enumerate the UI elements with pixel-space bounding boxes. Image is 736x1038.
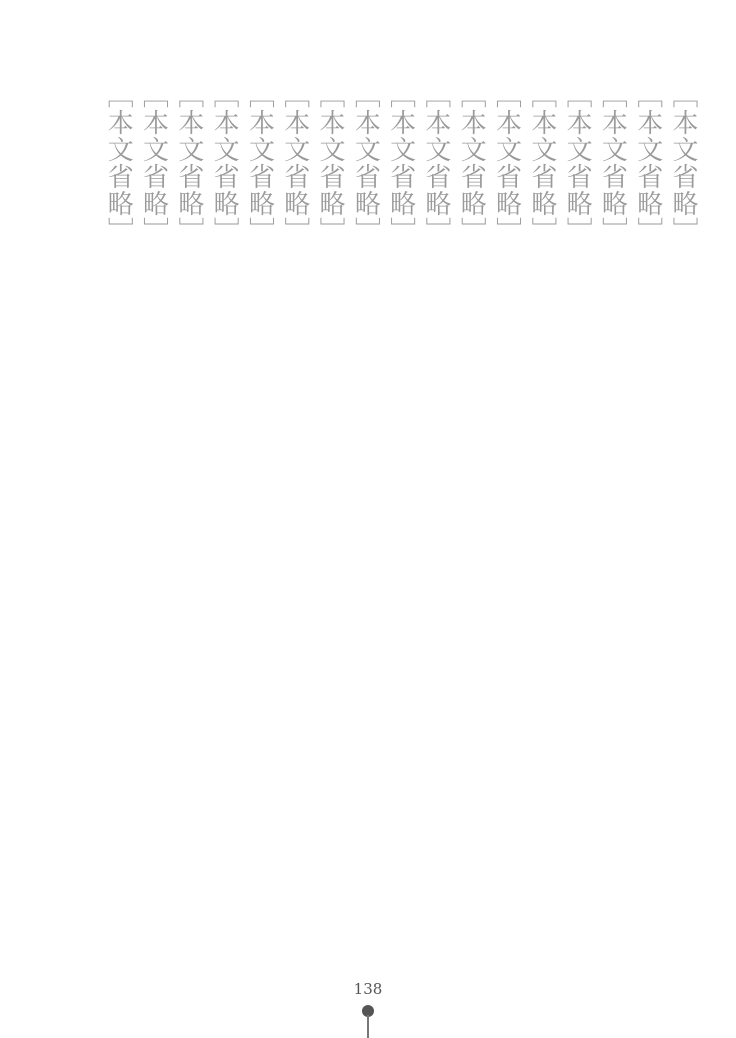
text-column: ［本文省略］ [279,82,310,244]
page-marker-line [367,1015,369,1038]
text-column: ［本文省略］ [315,82,346,244]
text-column: ［本文省略］ [173,82,204,244]
vertical-body-text [100,82,700,932]
text-column: ［本文省略］ [420,82,451,244]
text-column: ［本文省略］ [385,82,416,244]
text-column: ［本文省略］ [350,82,381,244]
text-column: ［本文省略］ [597,82,628,244]
text-column: ［本文省略］ [138,82,169,244]
text-column: ［本文省略］ [491,82,522,244]
text-column: ［本文省略］ [668,82,698,244]
text-column: ［本文省略］ [244,82,275,244]
text-column: ［本文省略］ [562,82,593,244]
page-number: 138 [353,980,383,998]
text-column: ［本文省略］ [632,82,663,244]
text-column: ［本文省略］ [209,82,240,244]
text-column: ［本文省略］ [103,82,134,244]
text-column: ［本文省略］ [526,82,557,244]
text-column: ［本文省略］ [456,82,487,244]
